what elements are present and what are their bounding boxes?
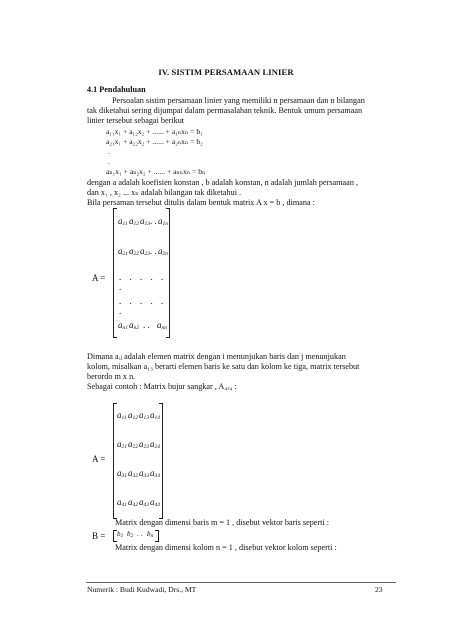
col-vector-text: Matrix dengan dimensi kolom n = 1 , disebut vektor kolom seperti :: [115, 543, 337, 552]
matrix-a-cell: $a_{nn}$: [157, 320, 167, 331]
vector-b-cell: $b_2$: [127, 530, 134, 539]
dimana-line-4: Sebagai contoh : Matrix bujur sangkar , A₄ₓ₄ :: [87, 382, 237, 391]
matrix-a4: [113, 403, 163, 519]
intro-line-3: linier tersebut sebagai berikut: [87, 116, 185, 125]
row-vector-text: Matrix dengan dimensi baris m = 1 , disebut vektor baris seperti :: [115, 518, 330, 527]
footer-author: Numerik : Budi Kudwadi, Drs., MT: [87, 585, 197, 594]
vector-b-label: B =: [92, 531, 106, 541]
matrix-a-dots: . . . . . .: [119, 296, 167, 316]
vector-b: [113, 530, 159, 542]
matrix-a4-cell: $a_{13}$: [139, 410, 149, 421]
matrix-a4-cell: $a_{23}$: [139, 439, 149, 450]
matrix-a-cell: $a_{1n}$: [158, 216, 168, 227]
page-number: 23: [375, 585, 383, 594]
matrix-a-cell: $a_{23}$: [140, 246, 150, 257]
matrix-a-label: A =: [92, 273, 106, 283]
matrix-a-cell: $a_{11}$: [118, 216, 128, 227]
matrix-a-cell: $a_{n1}$: [118, 320, 128, 331]
equation-2: a₂₁x₁ + a₂₂x₂ + ...... + a₂ₙxₙ = b₂: [106, 137, 203, 146]
chapter-title: IV. SISTIM PERSAMAAN LINIER: [158, 67, 294, 77]
matrix-a-dots: . . . . . .: [119, 272, 167, 292]
vector-b-cell: . .: [137, 530, 143, 538]
matrix-a-cell: $a_{12}$: [129, 216, 139, 227]
matrix-a4-cell: $a_{42}$: [128, 497, 138, 508]
matrix-a-cell: . .: [150, 216, 157, 226]
matrix-a-cell: . .: [143, 320, 150, 330]
matrix-a-cell: $a_{22}$: [129, 246, 139, 257]
matrix-a4-cell: $a_{41}$: [117, 497, 127, 508]
after-eq-line-1: dengan a adalah koefisien konstan , b adalah konstan, n adalah jumlah persamaan ,: [87, 178, 359, 187]
footer-rule: [86, 582, 396, 583]
matrix-a4-cell: $a_{44}$: [150, 497, 160, 508]
equation-n: aₙ₁x₁ + aₙ₂x₂ + ...... + aₙₙxₙ = bₙ: [106, 167, 206, 176]
after-eq-line-2: dan x₁ , x₂ ... xₙ adalah bilangan tak diketahui .: [87, 188, 242, 197]
equation-1: a₁₁x₁ + a₁₂x₂ + ...... + a₁ₙxₙ = b₁: [106, 127, 203, 136]
matrix-a4-cell: $a_{11}$: [117, 410, 127, 421]
dimana-line-3: berordo m x n.: [87, 372, 136, 381]
matrix-a4-cell: $a_{12}$: [128, 410, 138, 421]
vector-b-cell: $b_1$: [117, 530, 124, 539]
matrix-a4-cell: $a_{24}$: [150, 439, 160, 450]
intro-line-2: tak diketahui sering dijumpai dalam permasalahan teknik. Bentuk umum persamaan: [87, 106, 363, 115]
matrix-a4-cell: $a_{31}$: [117, 468, 127, 479]
after-eq-line-3: Bila persaman tersebut ditulis dalam bentuk matrix A x = b , dimana :: [87, 198, 315, 207]
matrix-a4-cell: $a_{14}$: [150, 410, 160, 421]
matrix-a4-cell: $a_{33}$: [139, 468, 149, 479]
matrix-a-cell: $a_{13}$: [140, 216, 150, 227]
dimana-line-2: kolom, misalkan a₁₃ berarti elemen baris ke satu dan kolom ke tiga, matrix tersebut: [87, 362, 360, 371]
intro-line-1: Persoalan sistim persamaan linier yang memiliki n persamaan dan n bilangan: [112, 96, 365, 105]
dimana-line-1: Dimana aᵢⱼ adalah elemen matrix dengan i menunjukan baris dan j menunjukan: [87, 352, 346, 361]
matrix-a4-cell: $a_{43}$: [139, 497, 149, 508]
matrix-a-cell: $a_{2n}$: [158, 246, 168, 257]
matrix-a4-cell: $a_{22}$: [128, 439, 138, 450]
matrix-a-cell: $a_{21}$: [118, 246, 128, 257]
matrix-a4-cell: $a_{32}$: [128, 468, 138, 479]
section-heading: 4.1 Pendahuluan: [87, 85, 146, 94]
matrix-a: [113, 208, 170, 338]
matrix-a-cell: . .: [150, 246, 157, 256]
equation-ellipsis-1: .: [108, 147, 110, 156]
vector-b-cell: $b_n$: [147, 530, 154, 539]
matrix-a4-label: A =: [92, 454, 106, 464]
matrix-a4-cell: $a_{21}$: [117, 439, 127, 450]
matrix-a4-cell: $a_{34}$: [150, 468, 160, 479]
equation-ellipsis-2: .: [108, 157, 110, 166]
matrix-a-cell: $a_{n2}$: [129, 320, 139, 331]
